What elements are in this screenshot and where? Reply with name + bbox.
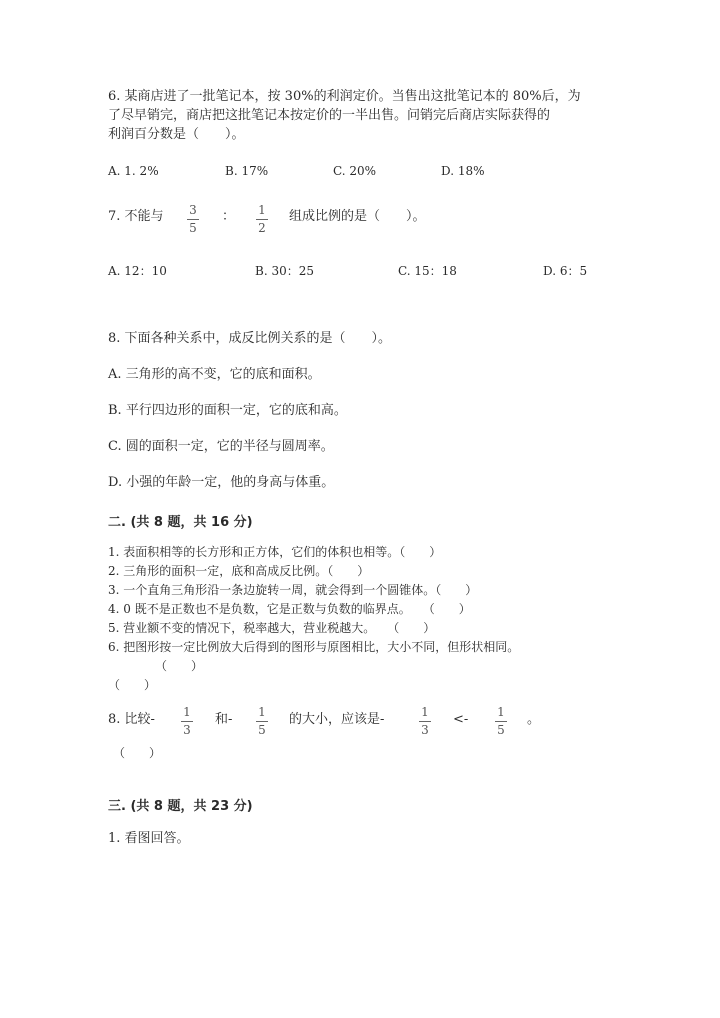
fraction-bar — [187, 219, 199, 220]
s3-item-1: 1. 看图回答。 — [108, 831, 190, 846]
q6-line1: 6. 某商店进了一批笔记本，按 30%的利润定价。当售出这批笔记本的 80%后，为 — [108, 89, 581, 104]
tf-item-8-lt: <- — [453, 712, 469, 727]
fraction-bar — [256, 721, 268, 722]
q7-suffix: 组成比例的是（ ）。 — [289, 209, 426, 224]
denominator: 3 — [183, 723, 191, 737]
q8-option-c[interactable]: C. 圆的面积一定，它的半径与圆周率。 — [108, 439, 334, 454]
numerator: 1 — [258, 705, 266, 719]
q7-option-b[interactable]: B. 30：25 — [255, 264, 314, 278]
numerator: 1 — [258, 203, 266, 217]
q6-line2: 了尽早销完，商店把这批笔记本按定价的一半出售。问销完后商店实际获得的 — [108, 108, 551, 123]
fraction-bar — [181, 721, 193, 722]
tf-item-8-end: 。 — [527, 712, 541, 727]
q7-fraction-3-5 — [186, 204, 200, 235]
q7-colon: ： — [222, 209, 236, 224]
tf-item-5: 5. 营业额不变的情况下，税率越大，营业税越大。 （ ） — [108, 621, 436, 635]
tf-item-7: （ ） — [108, 678, 157, 692]
tf-item-3: 3. 一个直角三角形沿一条边旋转一周，就会得到一个圆锥体。（ ） — [108, 583, 478, 597]
fraction-bar — [419, 721, 431, 722]
q6-line3: 利润百分数是（ ）。 — [108, 127, 245, 142]
numerator: 3 — [189, 203, 197, 217]
tf-item-6: 6. 把图形按一定比例放大后得到的图形与原图相比，大小不同，但形状相同。 — [108, 640, 520, 654]
tf-item-8-and: 和- — [215, 712, 233, 727]
section-3-heading: 三. (共 8 题，共 23 分) — [108, 799, 253, 814]
denominator: 5 — [497, 723, 505, 737]
q6-option-a[interactable]: A. 1. 2% — [108, 164, 159, 178]
tf-item-1: 1. 表面积相等的长方形和正方体，它们的体积也相等。（ ） — [108, 545, 442, 559]
numerator: 1 — [497, 705, 505, 719]
q8-stem: 8. 下面各种关系中，成反比例关系的是（ ）。 — [108, 331, 392, 346]
denominator: 3 — [421, 723, 429, 737]
fraction-bar — [256, 219, 268, 220]
q6-option-d[interactable]: D. 18% — [441, 164, 485, 178]
q7-option-d[interactable]: D. 6：5 — [543, 264, 588, 278]
q7-prefix: 7. 不能与 — [108, 209, 164, 224]
tf-item-8-prefix: 8. 比较- — [108, 712, 155, 727]
q6-option-b[interactable]: B. 17% — [225, 164, 269, 178]
tf-item-6-answer[interactable]: （ ） — [155, 659, 204, 673]
q6-option-c[interactable]: C. 20% — [333, 164, 377, 178]
q8-option-d[interactable]: D. 小强的年龄一定，他的身高与体重。 — [108, 475, 335, 490]
tf-item-4: 4. 0 既不是正数也不是负数，它是正数与负数的临界点。 （ ） — [108, 602, 471, 616]
q8-option-a[interactable]: A. 三角形的高不变，它的底和面积。 — [108, 367, 321, 382]
q7-option-c[interactable]: C. 15：18 — [398, 264, 457, 278]
numerator: 1 — [183, 705, 191, 719]
q8-option-b[interactable]: B. 平行四边形的面积一定，它的底和高。 — [108, 403, 347, 418]
q7-fraction-1-2 — [255, 204, 269, 235]
denominator: 2 — [258, 221, 266, 235]
fraction-bar — [495, 721, 507, 722]
denominator: 5 — [189, 221, 197, 235]
denominator: 5 — [258, 723, 266, 737]
numerator: 1 — [421, 705, 429, 719]
tf8-fraction-3 — [418, 706, 432, 737]
section-2-heading: 二. (共 8 题，共 16 分) — [108, 515, 253, 530]
tf8-fraction-4 — [494, 706, 508, 737]
q7-option-a[interactable]: A. 12：10 — [108, 264, 167, 278]
tf8-fraction-2 — [255, 706, 269, 737]
tf-item-8-answer[interactable]: （ ） — [113, 746, 162, 760]
tf-item-2: 2. 三角形的面积一定，底和高成反比例。（ ） — [108, 564, 370, 578]
tf-item-8-text: 的大小，应该是- — [289, 712, 385, 727]
tf8-fraction-1 — [180, 706, 194, 737]
